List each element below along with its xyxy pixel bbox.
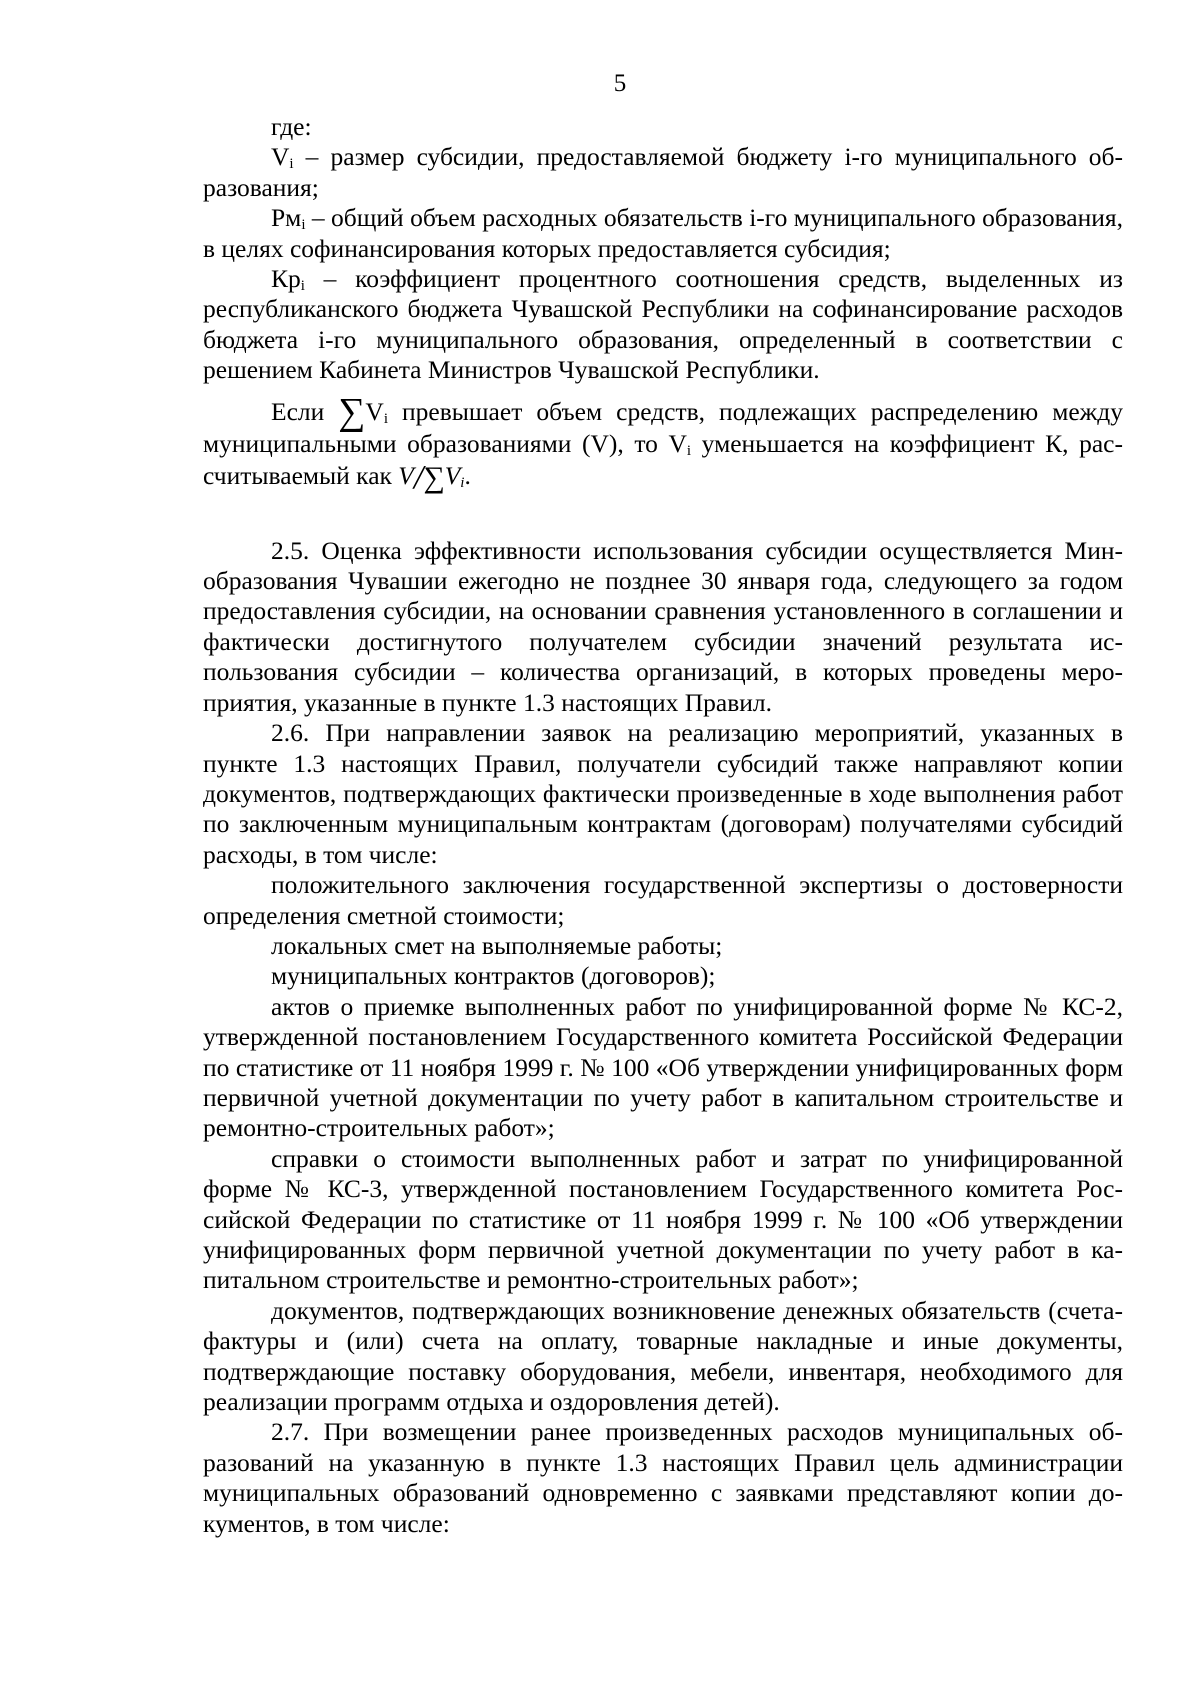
condition-subscript: i <box>686 442 692 459</box>
kp-subscript: i <box>300 278 305 295</box>
k-denominator: V <box>444 460 461 490</box>
paragraph-2-7: 2.7. При возмещении ранее произведенных расходов муниципальных образований на указанную в пункте 1.3 настоящих Правил цель администрации муниципальных образований одновременно с заявками представляют копии документов, в том числе: <box>203 1417 1123 1538</box>
pm-definition-text: – общий объем расходных обязательств i-го муниципального образования, в целях софинансирования которых предоставляется субсидия; <box>203 203 1123 263</box>
paragraph-2-5: 2.5. Оценка эффективности использования субсидии осуществляется Минобразования Чувашии ежегодно не позднее 30 января года, следующего за годом предоставления субсидии, на основании сравнения установленного в соглашении и фактически достигнутого получателем субсидии значений результата использования субсидии – количества организаций, в которых проведены мероприятия, указанные в пункте 1.3 настоящих Правил. <box>203 535 1123 717</box>
k-slash: / <box>413 458 424 496</box>
document-body <box>203 112 1123 1539</box>
list-item-contracts: муниципальных контрактов (договоров); <box>271 961 716 991</box>
v-definition-text: – размер субсидии, предоставляемой бюджету i-го муниципального образования; <box>203 142 1123 202</box>
paragraph-2-6: 2.6. При направлении заявок на реализацию мероприятий, указанных в пункте 1.3 настоящих Правил, получатели субсидий также направляют копии документов, подтверждающих фактически произведенные в ходе выполнения работ по заключенным муниципальным контрактам (договорам) получателями субсидий расходы, в том числе: <box>203 718 1123 869</box>
list-item-expertise: положительного заключения государственной экспертизы о достоверности определения сметной стоимости; <box>203 870 1123 930</box>
list-item-ks2: актов о приемке выполненных работ по унифицированной форме № КС-2, утвержденной постановлением Государственного комитета Российской Федерации по статистике от 11 ноября 1999 г. № 100 «Об утверждении унифицированных форм первичной учетной документации по учету работ в капитальном строительстве и ремонтно-строительных работ»; <box>203 991 1123 1143</box>
pm-subscript: i <box>301 217 306 234</box>
k-sigma: ∑ <box>423 460 445 494</box>
sum-var: V <box>365 396 384 426</box>
pm-symbol: Рм <box>271 203 302 233</box>
list-item-estimates: локальных смет на выполняемые работы; <box>271 930 723 960</box>
definitions-intro: где: <box>271 112 312 141</box>
sum-sigma: ∑ <box>338 390 366 433</box>
list-item-ks3: справки о стоимости выполненных работ и затрат по унифицированной форме № КС-3, утвержденной постановлением Государственного комитета Российской Федерации по статистике от 11 ноября 1999 г. № 100 «Об утверждении унифицированных форм первичной учетной документации по учету работ в капитальном строительстве и ремонтно-строительных работ»; <box>203 1143 1123 1295</box>
definition-v <box>203 142 1123 203</box>
section-spacer <box>203 492 1123 536</box>
condition-paragraph <box>203 390 1124 496</box>
kp-symbol: Кр <box>271 264 301 294</box>
k-end: . <box>464 460 471 490</box>
sum-subscript: i <box>383 410 388 427</box>
list-item-obligations: документов, подтверждающих возникновение денежных обязательств (счета-фактуры и (или) счета на оплату, товарные накладные и иные документы, подтверждающие поставку оборудования, мебели, инвентаря, необходимого для реализации программ отдыха и оздоровления детей). <box>203 1295 1123 1417</box>
if-word: Если <box>271 396 325 426</box>
kp-definition-text: – коэффициент процентного соотношения средств, выделенных из республиканского бюджета Чувашской Республики на софинансирование расходов бюджета i-го муниципального образования, определенный в соответствии с решением Кабинета Министров Чувашской Республики. <box>203 264 1123 385</box>
k-numerator: V <box>398 460 414 490</box>
page-number: 5 <box>613 70 627 97</box>
v-subscript: i <box>289 156 294 173</box>
definition-pm <box>203 203 1123 264</box>
k-denominator-subscript: i <box>460 474 465 491</box>
condition-text-a: превышает объем средств, подлежащих распределению между муниципальными образованиями (V), то V <box>203 396 1123 458</box>
v-symbol: V <box>271 142 290 172</box>
condition-text-b: уменьшается на коэффициент К, рассчитываемый как <box>203 428 1124 490</box>
definition-kp <box>203 264 1123 386</box>
